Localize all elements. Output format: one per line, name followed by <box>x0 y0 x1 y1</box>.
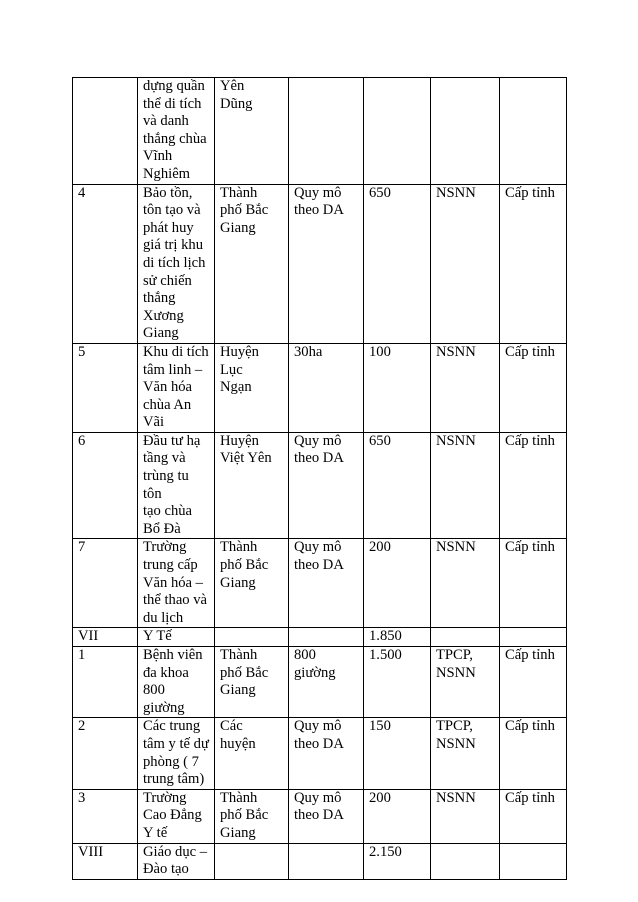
cell-capital <box>364 78 431 185</box>
cell-no: 5 <box>73 343 138 432</box>
cell-no: 3 <box>73 789 138 843</box>
cell-capital: 150 <box>364 718 431 789</box>
table-row <box>73 539 567 628</box>
cell-name: Y Tế <box>138 628 215 647</box>
cell-source: NSNN <box>431 432 500 539</box>
cell-scale <box>289 843 364 879</box>
cell-name: Khu di tích tâm linh – Văn hóa chùa An Vãi <box>138 343 215 432</box>
cell-scale: 30ha <box>289 343 364 432</box>
cell-no: 7 <box>73 539 138 628</box>
cell-scale: Quy mô theo DA <box>289 432 364 539</box>
cell-authority: Cấp tỉnh <box>500 789 567 843</box>
cell-location <box>215 843 289 879</box>
table-row <box>73 184 567 343</box>
cell-source: NSNN <box>431 184 500 343</box>
cell-no: 4 <box>73 184 138 343</box>
table-row <box>73 718 567 789</box>
cell-location <box>215 628 289 647</box>
cell-name: Đầu tư hạ tầng và trùng tu tôn tạo chùa Bổ Đà <box>138 432 215 539</box>
cell-name: Bệnh viên đa khoa 800 giường <box>138 647 215 718</box>
cell-authority <box>500 78 567 185</box>
cell-capital: 200 <box>364 539 431 628</box>
cell-source <box>431 78 500 185</box>
cell-scale <box>289 78 364 185</box>
cell-source: NSNN <box>431 789 500 843</box>
cell-location: Thành phố Bắc Giang <box>215 539 289 628</box>
cell-no: VII <box>73 628 138 647</box>
cell-authority: Cấp tỉnh <box>500 343 567 432</box>
cell-source: NSNN <box>431 539 500 628</box>
table-row <box>73 789 567 843</box>
cell-scale: Quy mô theo DA <box>289 184 364 343</box>
cell-scale: 800 giường <box>289 647 364 718</box>
cell-name: Trường Cao Đẳng Y tế <box>138 789 215 843</box>
project-table <box>72 77 567 880</box>
cell-authority <box>500 628 567 647</box>
cell-name: Bảo tồn, tôn tạo và phát huy giá trị khu di tích lịch sử chiến thắng Xương Giang <box>138 184 215 343</box>
cell-no: 1 <box>73 647 138 718</box>
table-row <box>73 343 567 432</box>
cell-location: Thành phố Bắc Giang <box>215 184 289 343</box>
cell-name: Trường trung cấp Văn hóa – thể thao và du lịch <box>138 539 215 628</box>
cell-authority: Cấp tỉnh <box>500 718 567 789</box>
project-table-body <box>73 78 567 880</box>
cell-capital: 1.500 <box>364 647 431 718</box>
cell-capital: 650 <box>364 184 431 343</box>
table-row <box>73 628 567 647</box>
cell-no <box>73 78 138 185</box>
cell-scale: Quy mô theo DA <box>289 718 364 789</box>
cell-no: 6 <box>73 432 138 539</box>
cell-scale: Quy mô theo DA <box>289 789 364 843</box>
table-row <box>73 432 567 539</box>
table-row <box>73 843 567 879</box>
cell-location: Thành phố Bắc Giang <box>215 647 289 718</box>
cell-no: 2 <box>73 718 138 789</box>
cell-source <box>431 843 500 879</box>
cell-location: Huyện Lục Ngạn <box>215 343 289 432</box>
cell-scale: Quy mô theo DA <box>289 539 364 628</box>
cell-authority <box>500 843 567 879</box>
cell-capital: 200 <box>364 789 431 843</box>
cell-capital: 2.150 <box>364 843 431 879</box>
cell-location: Huyện Việt Yên <box>215 432 289 539</box>
cell-location: Thành phố Bắc Giang <box>215 789 289 843</box>
cell-source: TPCP, NSNN <box>431 647 500 718</box>
cell-name: dựng quần thể di tích và danh thắng chùa Vĩnh Nghiêm <box>138 78 215 185</box>
cell-authority: Cấp tỉnh <box>500 184 567 343</box>
cell-name: Giáo dục – Đào tạo <box>138 843 215 879</box>
cell-scale <box>289 628 364 647</box>
cell-source <box>431 628 500 647</box>
cell-capital: 100 <box>364 343 431 432</box>
cell-name: Các trung tâm y tế dự phòng ( 7 trung tâm) <box>138 718 215 789</box>
cell-capital: 1.850 <box>364 628 431 647</box>
cell-authority: Cấp tỉnh <box>500 539 567 628</box>
cell-source: TPCP, NSNN <box>431 718 500 789</box>
cell-location: Yên Dũng <box>215 78 289 185</box>
cell-authority: Cấp tỉnh <box>500 647 567 718</box>
table-row <box>73 78 567 185</box>
cell-location: Các huyện <box>215 718 289 789</box>
cell-no: VIII <box>73 843 138 879</box>
table-row <box>73 647 567 718</box>
cell-source: NSNN <box>431 343 500 432</box>
cell-capital: 650 <box>364 432 431 539</box>
cell-authority: Cấp tỉnh <box>500 432 567 539</box>
